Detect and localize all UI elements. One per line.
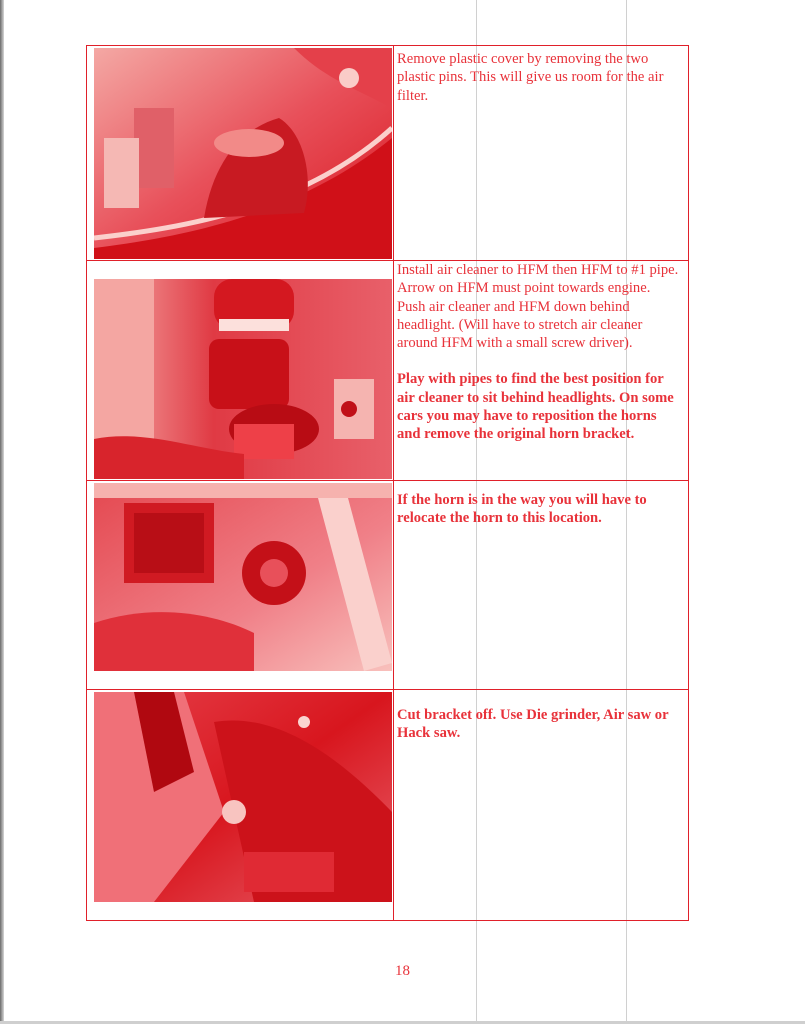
photo-cell xyxy=(87,690,394,920)
photo-cell xyxy=(87,46,394,260)
instruction-note: Play with pipes to find the best position for air cleaner to sit behind headlights. On some cars you may have to reposition the horns and remove the original horn bracket. xyxy=(397,371,674,443)
horn-bracket-cut-photo xyxy=(94,692,392,902)
engine-bay-plastic-cover-photo xyxy=(94,48,392,259)
instruction-note: Cut bracket off. Use Die grinder, Air saw or Hack saw. xyxy=(397,707,669,742)
instruction-text-cell xyxy=(397,50,682,105)
instruction-note: If the horn is in the way you will have to relocate the horn to this location. xyxy=(397,492,647,527)
photo-cell xyxy=(87,481,394,689)
instruction-row xyxy=(87,261,688,481)
instruction-text-cell xyxy=(397,706,682,743)
photo-cell xyxy=(87,261,394,480)
horn-relocation-photo xyxy=(94,483,392,671)
instruction-row xyxy=(87,481,688,690)
air-cleaner-hfm-installed-photo xyxy=(94,279,392,479)
page-number: 18 xyxy=(395,963,410,979)
instruction-text-cell xyxy=(397,261,682,444)
instruction-row xyxy=(87,46,688,261)
instruction-text-cell xyxy=(397,491,682,528)
scan-edge xyxy=(0,0,4,1024)
instruction-row xyxy=(87,690,688,920)
instruction-table xyxy=(86,45,689,921)
instruction-text: Remove plastic cover by removing the two plastic pins. This will give us room for the air filter. xyxy=(397,51,664,104)
instruction-text: Install air cleaner to HFM then HFM to #1 pipe. Arrow on HFM must point towards engine. Push air cleaner and HFM down behind headlight. (Will have to stretch air cleaner around HFM with a small screw driver). xyxy=(397,262,679,352)
